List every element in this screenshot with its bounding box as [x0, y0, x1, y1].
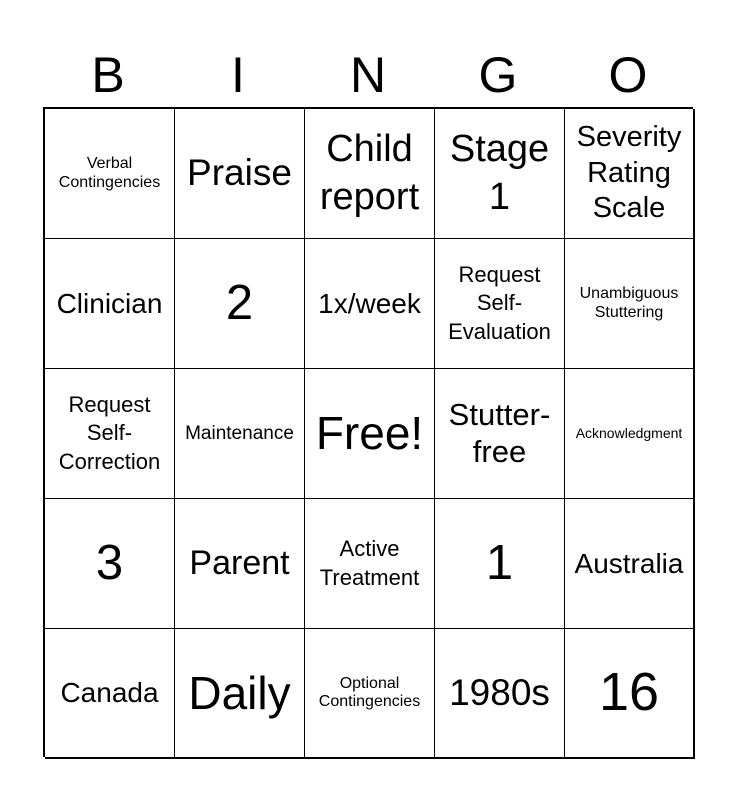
bingo-cell[interactable] — [45, 109, 175, 239]
bingo-cell[interactable] — [435, 109, 565, 239]
cell-text: Request Self-Evaluation — [448, 261, 551, 344]
bingo-cell[interactable] — [175, 629, 305, 759]
bingo-cell[interactable] — [175, 109, 305, 239]
cell-text: 1980s — [449, 671, 550, 713]
cell-text: Severity Rating Scale — [576, 121, 682, 225]
free-space-text: Free! — [315, 407, 424, 460]
cell-text: Canada — [60, 677, 159, 709]
cell-text: Clinician — [56, 287, 163, 319]
bingo-cell[interactable] — [305, 109, 435, 239]
bingo-cell[interactable] — [45, 629, 175, 759]
bingo-cell[interactable] — [565, 499, 695, 629]
bingo-cell[interactable] — [565, 109, 695, 239]
bingo-cell[interactable] — [305, 239, 435, 369]
cell-text: Maintenance — [185, 422, 294, 444]
cell-text: Acknowledgment — [575, 424, 683, 441]
header-letter-i: I — [231, 47, 245, 103]
header-letter-o: O — [608, 47, 648, 103]
bingo-cell[interactable] — [305, 499, 435, 629]
cell-text: Verbal Contingencies — [58, 155, 161, 191]
bingo-board — [43, 107, 693, 757]
cell-text: Praise — [187, 152, 292, 194]
free-space-cell[interactable] — [305, 369, 435, 499]
cell-text: 1 — [485, 535, 514, 590]
header-letter-b: B — [91, 47, 125, 103]
cell-text: Parent — [189, 544, 290, 583]
cell-text: 16 — [598, 662, 660, 723]
cell-text: Stage 1 — [449, 128, 550, 218]
bingo-cell[interactable] — [45, 499, 175, 629]
bingo-header — [43, 44, 693, 106]
cell-text: Child report — [319, 128, 420, 218]
header-letter-n: N — [349, 47, 387, 103]
bingo-cell[interactable] — [45, 369, 175, 499]
bingo-cell[interactable] — [175, 369, 305, 499]
bingo-cell[interactable] — [435, 239, 565, 369]
cell-text: Request Self-Correction — [58, 391, 161, 474]
bingo-cell[interactable] — [305, 629, 435, 759]
cell-text: 2 — [225, 275, 254, 330]
cell-text: 3 — [95, 535, 124, 590]
bingo-cell[interactable] — [435, 369, 565, 499]
bingo-cell[interactable] — [565, 239, 695, 369]
header-letter-g: G — [478, 47, 518, 103]
cell-text: Daily — [188, 666, 291, 719]
cell-text: Optional Contingencies — [318, 674, 421, 710]
bingo-cell[interactable] — [435, 629, 565, 759]
bingo-cell[interactable] — [565, 629, 695, 759]
bingo-cell[interactable] — [175, 239, 305, 369]
cell-text: Active Treatment — [319, 535, 420, 590]
cell-text: Australia — [574, 547, 684, 579]
cell-text: Stutter-free — [448, 396, 551, 469]
cell-text: Unambiguous Stuttering — [579, 285, 679, 321]
bingo-cell[interactable] — [435, 499, 565, 629]
bingo-cell[interactable] — [565, 369, 695, 499]
bingo-cell[interactable] — [175, 499, 305, 629]
cell-text: 1x/week — [318, 287, 421, 319]
bingo-cell[interactable] — [45, 239, 175, 369]
